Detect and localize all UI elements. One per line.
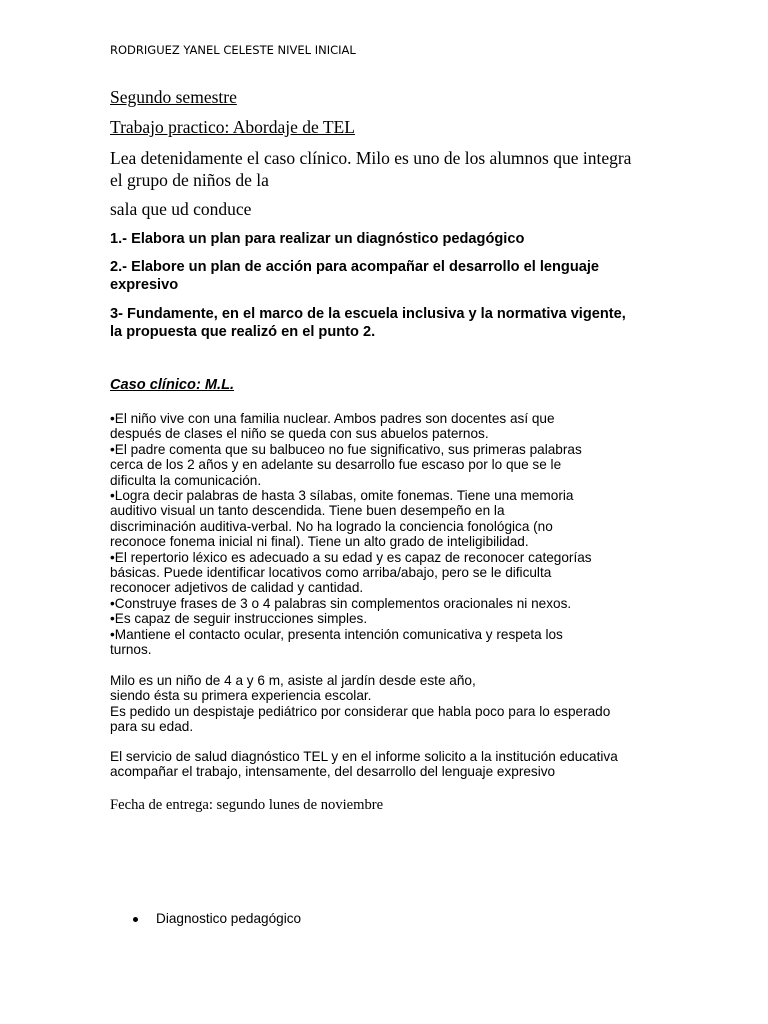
case-paragraph-2 [110,673,610,735]
case-description [110,411,592,658]
case-line: discriminación auditiva-verbal. No ha logrado la conciencia fonológica (no [110,518,553,534]
paragraph-line: El servicio de salud diagnóstico TEL y en el informe solicito a la institución educativa [110,749,618,764]
case-line: •Es capaz de seguir instrucciones simples. [110,611,368,627]
case-line: básicas. Puede identificar locativos como arriba/abajo, pero se le dificulta [110,565,552,581]
case-line: •Construye frases de 3 o 4 palabras sin complementos oracionales ni nexos. [110,595,572,611]
case-line: •El padre comenta que su balbuceo no fue significativo, sus primeras palabras [110,441,582,457]
due-date: Fecha de entrega: segundo lunes de noviembre [110,797,384,813]
paragraph-line: Es pedido un despistaje pediátrico por considerar que habla poco para lo esperado [110,703,611,719]
case-line: auditivo visual un tanto descendida. Tiene buen desempeño en la [110,503,505,519]
case-line: cerca de los 2 años y en adelante su desarrollo fue escaso por lo que se le [110,457,562,473]
instruction-line-1: Lea detenidamente el caso clínico. Milo es uno de los alumnos que integra [110,148,632,168]
case-line: después de clases el niño se queda con sus abuelos paternos. [110,426,489,442]
paragraph-line: para su edad. [110,719,194,735]
case-line: turnos. [110,642,152,658]
case-line: •Mantiene el contacto ocular, presenta intención comunicativa y respeta los [110,626,563,642]
case-title: Caso clínico: M.L. [110,377,235,393]
instruction-line-3: sala que ud conduce [110,199,252,219]
case-line: •Logra decir palabras de hasta 3 sílabas, omite fonemas. Tiene una memoria [110,488,574,504]
case-line: •El niño vive con una familia nuclear. Ambos padres son docentes así que [110,411,555,426]
case-line: reconocer adjetivos de calidad y cantidad. [110,580,364,596]
case-paragraph-3 [110,749,618,780]
page-header: RODRIGUEZ YANEL CELESTE NIVEL INICIAL [110,43,356,57]
case-line: dificulta la comunicación. [110,472,262,488]
semester-heading: Segundo semestre [110,87,237,107]
instruction-line-2: el grupo de niños de la [110,170,269,190]
paragraph-line: siendo ésta su primera experiencia escolar. [110,688,372,704]
assignment-title: Trabajo practico: Abordaje de TEL [110,117,355,137]
bullet-dot-icon [133,917,138,922]
question-3-line-2: la propuesta que realizó en el punto 2. [110,324,376,340]
bullet-item: Diagnostico pedagógico [156,911,302,926]
question-2-line-2: expresivo [110,277,179,293]
question-2-line-1: 2.- Elabore un plan de acción para acompañar el desarrollo el lenguaje [110,259,600,275]
paragraph-line: acompañar el trabajo, intensamente, del desarrollo del lenguaje expresivo [110,764,556,780]
case-line: •El repertorio léxico es adecuado a su edad y es capaz de reconocer categorías [110,549,592,565]
question-3-line-1: 3- Fundamente, en el marco de la escuela inclusiva y la normativa vigente, [110,306,626,322]
question-1: 1.- Elabora un plan para realizar un diagnóstico pedagógico [110,231,525,247]
paragraph-line: Milo es un niño de 4 a y 6 m, asiste al jardín desde este año, [110,673,476,688]
case-line: reconoce fonema inicial ni final). Tiene un alto grado de inteligibilidad. [110,534,529,550]
